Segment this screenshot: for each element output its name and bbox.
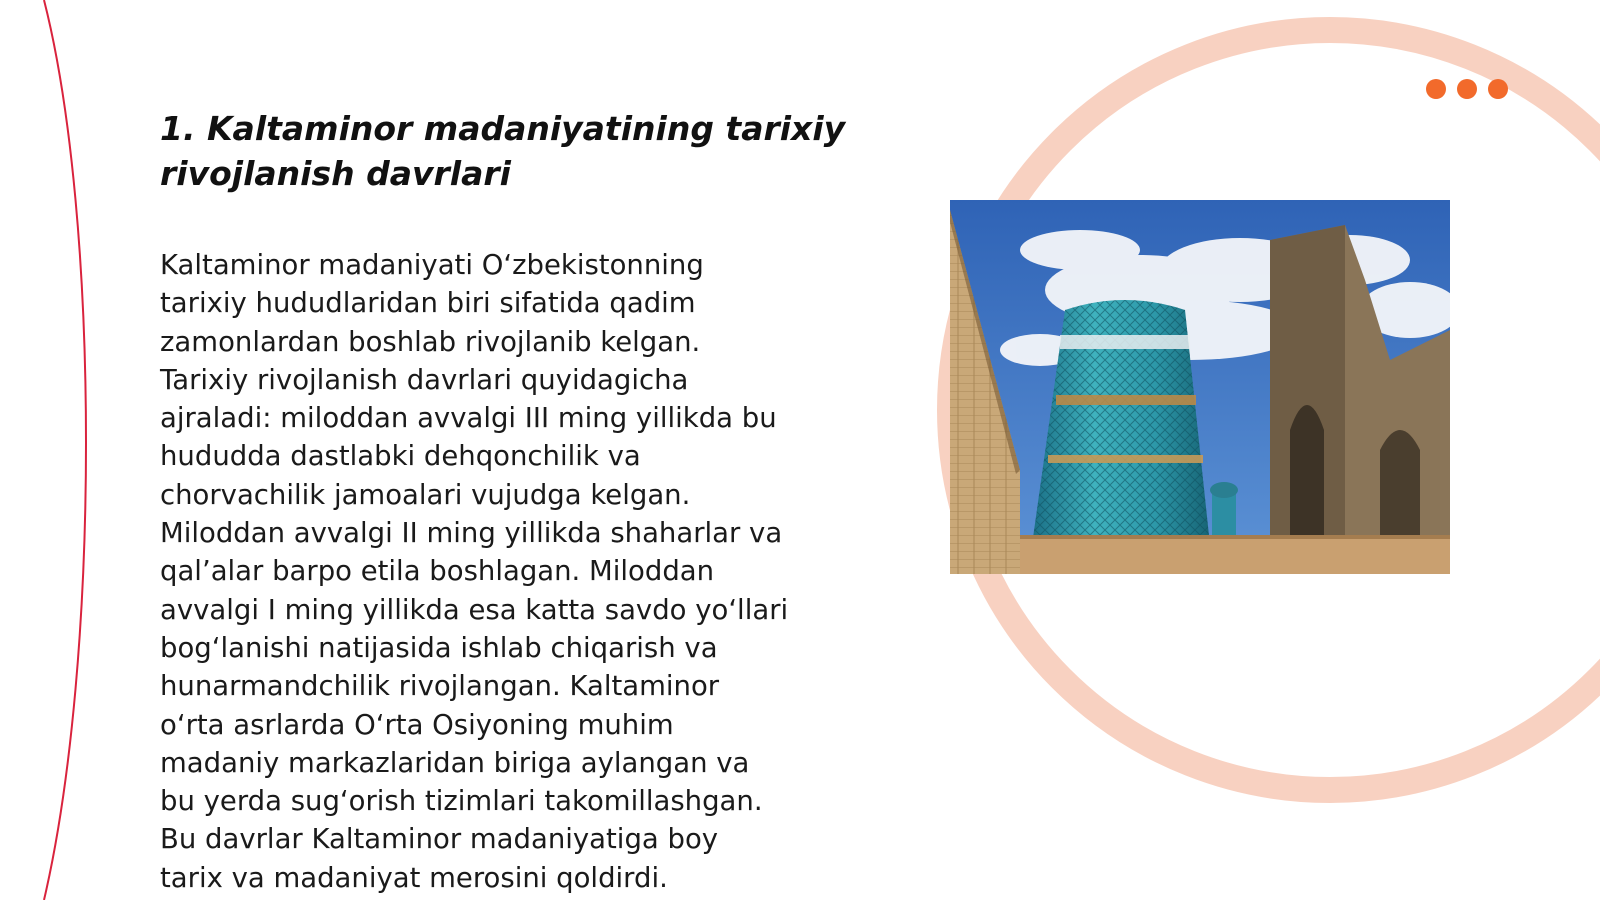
dot-icon [1426, 79, 1446, 99]
left-edge-line [44, 0, 86, 900]
slide-title: 1. Kaltaminor madaniyatining tarixiy rivojlanish davrlari [160, 109, 846, 193]
dot-icon [1457, 79, 1477, 99]
slide-body-text: Kaltaminor madaniyati O‘zbekistonning tarixiy hududlaridan biri sifatida qadim zamonlardan boshlab rivojlanib kelgan. Tarixiy rivojlanish davrlari quyidagicha ajraladi: miloddan avvalgi III ming yillikda bu hududda dastlabki dehqonchilik va chorvachilik jamoalari vujudga kelgan. Miloddan avvalgi II ming yillikda shaharlar va qal’alar barpo etila boshlagan. Miloddan avvalgi I ming yillikda esa katta savdo yo‘llari bog‘lanishi natijasida ishlab chiqarish va hunarmandchilik rivojlangan. Kaltaminor o‘rta asrlarda O‘rta Osiyoning muhim madaniy markazlaridan biriga aylangan va bu yerda sug‘orish tizimlari takomillashgan. Bu davrlar Kaltaminor madaniyatiga boy tarix va madaniyat merosini qoldirdi. [160, 249, 789, 894]
dot-icon [1488, 79, 1508, 99]
kalta-minor-photo [950, 200, 1450, 574]
menu-dots-icon [1426, 79, 1508, 99]
